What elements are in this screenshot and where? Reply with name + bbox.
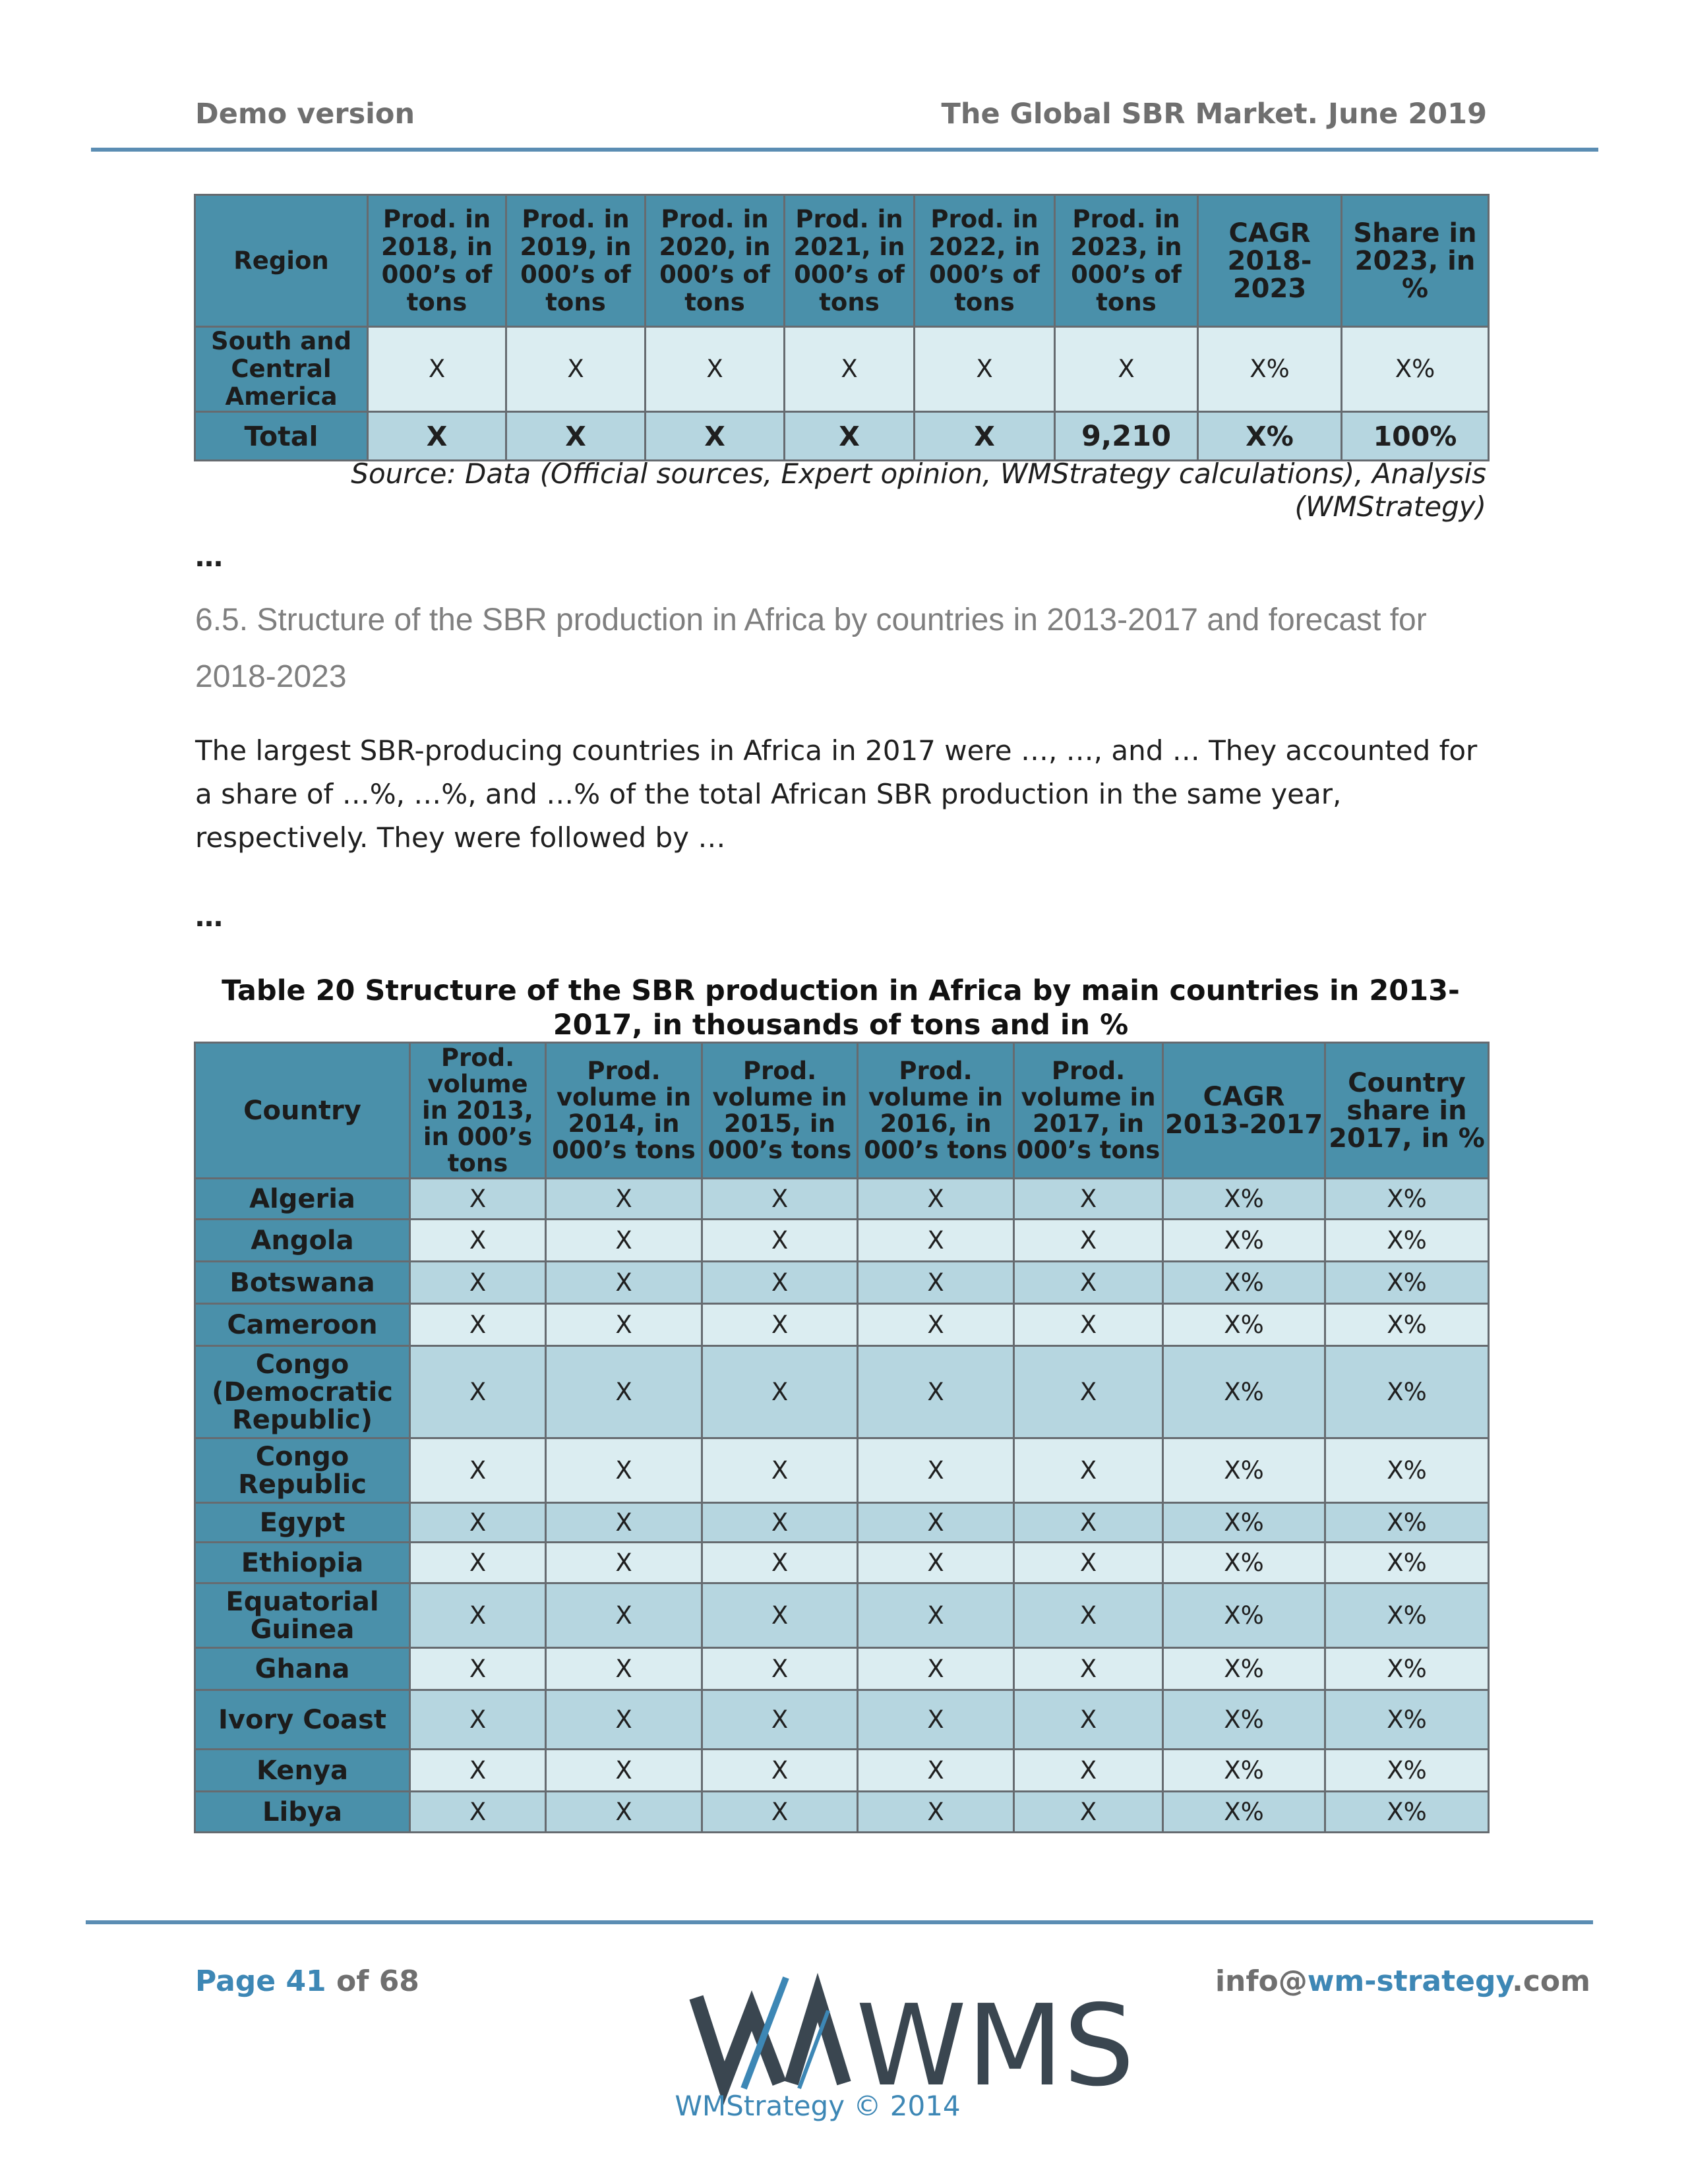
- table-africa-production: [194, 1042, 1490, 1833]
- column-header: Country: [195, 1043, 410, 1179]
- email-domain: wm-strategy: [1307, 1964, 1513, 1998]
- table-row: [195, 1503, 1489, 1543]
- table-cell: X%: [1325, 1438, 1489, 1503]
- table-cell: X: [506, 327, 646, 412]
- row-header: Total: [195, 412, 368, 461]
- ellipsis: …: [195, 900, 223, 933]
- table-cell: X: [410, 1792, 546, 1833]
- table-cell: X: [410, 1503, 546, 1543]
- ellipsis: …: [195, 541, 223, 573]
- column-header: Prod. volume in 2016, in 000’s tons: [858, 1043, 1014, 1179]
- table-cell: X: [858, 1220, 1014, 1262]
- column-header: CAGR 2018-2023: [1198, 195, 1342, 327]
- table-cell: X%: [1325, 1583, 1489, 1648]
- row-header: Congo Republic: [195, 1438, 410, 1503]
- table-cell: X: [546, 1346, 702, 1438]
- table-cell: X: [858, 1262, 1014, 1304]
- table-cell: X: [410, 1583, 546, 1648]
- table-cell: X%: [1325, 1179, 1489, 1220]
- table-cell: X: [1014, 1543, 1163, 1583]
- table-cell: X: [546, 1503, 702, 1543]
- table-cell: X%: [1325, 1220, 1489, 1262]
- table-cell: X%: [1163, 1304, 1325, 1346]
- table-cell: X: [546, 1220, 702, 1262]
- table-cell: X%: [1325, 1792, 1489, 1833]
- table-cell: X: [858, 1438, 1014, 1503]
- table-header-row: [195, 1043, 1489, 1179]
- table-cell: X: [546, 1262, 702, 1304]
- table-cell: X: [915, 412, 1055, 461]
- row-header: Kenya: [195, 1750, 410, 1792]
- table-cell: X: [858, 1583, 1014, 1648]
- table-cell: X: [858, 1750, 1014, 1792]
- table-row: [195, 1648, 1489, 1690]
- table-cell: X: [410, 1220, 546, 1262]
- row-header: Cameroon: [195, 1304, 410, 1346]
- column-header: Prod. in 2023, in 000’s of tons: [1055, 195, 1198, 327]
- footer-email[interactable]: [1215, 1964, 1590, 1998]
- table-cell: X: [858, 1304, 1014, 1346]
- section-heading: 6.5. Structure of the SBR production in Africa by countries in 2013-2017 and forecast for 2018-2023: [195, 603, 1427, 694]
- table-cell: X%: [1325, 1648, 1489, 1690]
- table-cell: X: [646, 412, 785, 461]
- table-cell: X%: [1163, 1543, 1325, 1583]
- logo-caption: WMStrategy © 2014: [675, 2090, 961, 2122]
- column-header: Prod. in 2019, in 000’s of tons: [506, 195, 646, 327]
- table-cell: X: [702, 1346, 858, 1438]
- table-cell: X: [702, 1690, 858, 1750]
- table-cell: X%: [1325, 1304, 1489, 1346]
- table-cell: X: [546, 1690, 702, 1750]
- table-cell: X: [858, 1179, 1014, 1220]
- table-cell: X: [1014, 1750, 1163, 1792]
- table-cell: X: [1055, 327, 1198, 412]
- column-header: CAGR 2013-2017: [1163, 1043, 1325, 1179]
- table-cell: X: [1014, 1220, 1163, 1262]
- column-header: Share in 2023, in %: [1342, 195, 1489, 327]
- table-cell: X: [858, 1648, 1014, 1690]
- table-row: [195, 1750, 1489, 1792]
- table-cell: X: [410, 1543, 546, 1583]
- table-cell: X: [646, 327, 785, 412]
- column-header: Country share in 2017, in %: [1325, 1043, 1489, 1179]
- table-cell: X: [858, 1690, 1014, 1750]
- row-header: Libya: [195, 1792, 410, 1833]
- table-production-forecast: [194, 194, 1490, 461]
- table-cell: X%: [1325, 1690, 1489, 1750]
- table-cell: X: [1014, 1648, 1163, 1690]
- row-header: Egypt: [195, 1503, 410, 1543]
- table-cell: X: [702, 1750, 858, 1792]
- table-cell: X: [915, 327, 1055, 412]
- table-cell: X%: [1163, 1792, 1325, 1833]
- table-source-note: Source: Data (Official sources, Expert opinion, WMStrategy calculations), Analysis (WMStrategy): [351, 457, 1486, 523]
- table-cell: X: [1014, 1438, 1163, 1503]
- table-cell: X: [546, 1648, 702, 1690]
- row-header: Ethiopia: [195, 1543, 410, 1583]
- table-cell: X%: [1325, 1503, 1489, 1543]
- table-row: [195, 1304, 1489, 1346]
- table-cell: X: [1014, 1792, 1163, 1833]
- column-header: Prod. in 2022, in 000’s of tons: [915, 195, 1055, 327]
- column-header: Prod. volume in 2015, in 000’s tons: [702, 1043, 858, 1179]
- row-header: South and Central America: [195, 327, 368, 412]
- table-cell: X: [546, 1792, 702, 1833]
- table-caption: Table 20 Structure of the SBR production in Africa by main countries in 2013-2017, in thousands of tons and in %: [222, 974, 1460, 1042]
- table-row: [195, 1583, 1489, 1648]
- table-header-row: [195, 195, 1489, 327]
- table-cell: X: [785, 327, 915, 412]
- table-cell: X: [410, 1179, 546, 1220]
- table-cell: X: [546, 1304, 702, 1346]
- table-row: [195, 327, 1489, 412]
- row-header: Congo (Democratic Republic): [195, 1346, 410, 1438]
- email-user: info@: [1215, 1964, 1308, 1998]
- table-row: [195, 1262, 1489, 1304]
- table-cell: X%: [1163, 1179, 1325, 1220]
- table-cell: X%: [1198, 412, 1342, 461]
- table-cell: X%: [1163, 1220, 1325, 1262]
- table-cell: X%: [1163, 1503, 1325, 1543]
- column-header: Region: [195, 195, 368, 327]
- table-cell: X: [1014, 1346, 1163, 1438]
- table-cell: X: [546, 1750, 702, 1792]
- column-header: Prod. in 2018, in 000’s of tons: [368, 195, 506, 327]
- column-header: Prod. volume in 2014, in 000’s tons: [546, 1043, 702, 1179]
- table-row-total: [195, 412, 1489, 461]
- table-cell: X%: [1325, 1346, 1489, 1438]
- table-cell: X: [546, 1179, 702, 1220]
- table-cell: X%: [1163, 1346, 1325, 1438]
- table-cell: X: [1014, 1262, 1163, 1304]
- table-cell: X%: [1325, 1262, 1489, 1304]
- table-cell: X: [546, 1583, 702, 1648]
- column-header: Prod. in 2021, in 000’s of tons: [785, 195, 915, 327]
- column-header: Prod. volume in 2013, in 000’s tons: [410, 1043, 546, 1179]
- header-doc-label: Demo version: [195, 98, 415, 131]
- table-cell: X: [702, 1262, 858, 1304]
- row-header: Equatorial Guinea: [195, 1583, 410, 1648]
- table-cell: X: [410, 1304, 546, 1346]
- logo-letter: WMS: [856, 1981, 1135, 2111]
- page-label: Page: [195, 1964, 276, 1998]
- table-row: [195, 1220, 1489, 1262]
- body-paragraph: The largest SBR-producing countries in Africa in 2017 were …, …, and … They accounted for a share of …%, …%, and …% of the total African SBR production in the same year, respectively. They were followed by …: [195, 734, 1478, 854]
- table-cell: X: [702, 1304, 858, 1346]
- table-cell: X%: [1163, 1438, 1325, 1503]
- row-header: Botswana: [195, 1262, 410, 1304]
- table-cell: X: [546, 1543, 702, 1583]
- table-cell: X: [1014, 1503, 1163, 1543]
- table-cell: X: [1014, 1583, 1163, 1648]
- table-cell: 9,210: [1055, 412, 1198, 461]
- table-cell: X: [702, 1503, 858, 1543]
- column-header: Prod. volume in 2017, in 000’s tons: [1014, 1043, 1163, 1179]
- table-row: [195, 1438, 1489, 1503]
- page-current: 41: [286, 1964, 326, 1998]
- table-cell: X: [1014, 1179, 1163, 1220]
- table-cell: X: [858, 1543, 1014, 1583]
- row-header: Angola: [195, 1220, 410, 1262]
- header-divider: [91, 148, 1598, 152]
- table-cell: X: [858, 1346, 1014, 1438]
- table-cell: X: [410, 1346, 546, 1438]
- table-cell: X%: [1325, 1543, 1489, 1583]
- table-cell: X: [410, 1262, 546, 1304]
- table-cell: X: [368, 327, 506, 412]
- table-cell: X%: [1163, 1262, 1325, 1304]
- table-cell: X: [368, 412, 506, 461]
- table-cell: X: [410, 1438, 546, 1503]
- row-header: Ghana: [195, 1648, 410, 1690]
- email-tld: .com: [1512, 1964, 1590, 1998]
- table-cell: X%: [1325, 1750, 1489, 1792]
- table-cell: X%: [1163, 1583, 1325, 1648]
- page-number: [195, 1964, 419, 1998]
- table-cell: X: [702, 1792, 858, 1833]
- table-cell: X: [702, 1648, 858, 1690]
- table-cell: X%: [1163, 1750, 1325, 1792]
- row-header: Algeria: [195, 1179, 410, 1220]
- table-cell: X: [410, 1648, 546, 1690]
- table-row: [195, 1690, 1489, 1750]
- table-cell: X: [702, 1583, 858, 1648]
- table-cell: X: [1014, 1690, 1163, 1750]
- header-doc-title: The Global SBR Market. June 2019: [941, 98, 1487, 131]
- table-cell: 100%: [1342, 412, 1489, 461]
- table-cell: X: [702, 1543, 858, 1583]
- table-cell: X%: [1198, 327, 1342, 412]
- table-row: [195, 1346, 1489, 1438]
- table-cell: X: [1014, 1304, 1163, 1346]
- table-cell: X: [702, 1438, 858, 1503]
- footer-divider: [86, 1920, 1593, 1924]
- table-cell: X: [702, 1220, 858, 1262]
- table-cell: X: [546, 1438, 702, 1503]
- table-cell: X%: [1163, 1648, 1325, 1690]
- table-row: [195, 1792, 1489, 1833]
- table-row: [195, 1179, 1489, 1220]
- table-cell: X: [785, 412, 915, 461]
- table-cell: X: [410, 1750, 546, 1792]
- row-header: Ivory Coast: [195, 1690, 410, 1750]
- table-cell: X: [410, 1690, 546, 1750]
- table-cell: X: [858, 1503, 1014, 1543]
- table-cell: X%: [1342, 327, 1489, 412]
- table-cell: X: [506, 412, 646, 461]
- table-row: [195, 1543, 1489, 1583]
- table-cell: X: [858, 1792, 1014, 1833]
- column-header: Prod. in 2020, in 000’s of tons: [646, 195, 785, 327]
- table-cell: X%: [1163, 1690, 1325, 1750]
- table-cell: X: [702, 1179, 858, 1220]
- page-total: of 68: [336, 1964, 419, 1998]
